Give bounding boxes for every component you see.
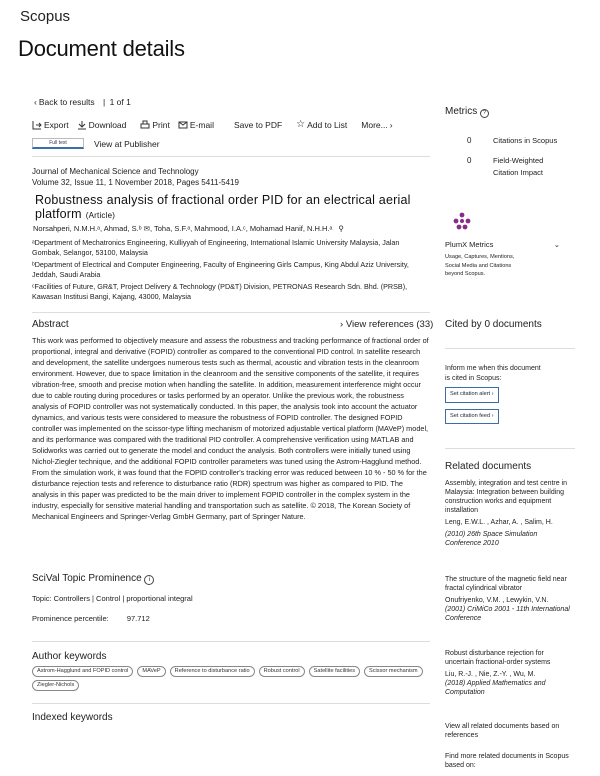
find-more-related[interactable]: Find more related documents in Scopus based on: [445,753,569,769]
print-button[interactable] [140,120,169,130]
journal-issue: Volume 32, Issue 11, 1 November 2018, Pages 5411-5419 [32,177,239,187]
view-at-publisher-link[interactable]: View at Publisher [94,138,160,149]
keyword-chip[interactable]: Scissor mechanism [364,666,423,677]
add-to-list-label: Add to List [307,119,348,130]
help-icon[interactable]: ? [480,109,489,118]
related-source: (2018) Applied Mathematics and Computation [445,680,546,696]
keyword-chip[interactable]: Robust control [259,666,305,677]
related-title-link[interactable]: Assembly, integration and test centre in Malaysia: Integration between building construction works and equipment installation [445,480,568,514]
print-icon [140,120,150,130]
info-icon[interactable]: i [144,575,154,585]
related-documents-heading: Related documents [445,461,532,472]
plumx-description [445,253,565,279]
chevron-down-icon: ⌄ [553,240,560,249]
citation-alert-section [445,364,570,424]
email-button[interactable] [178,120,214,130]
plumx-heading: PlumX Metrics [445,240,494,249]
related-document[interactable] [445,649,570,697]
plumx-desc-line: Social Media and Citations [445,262,512,269]
nav-separator: | [102,97,106,107]
export-icon [32,120,42,130]
more-button[interactable] [361,120,392,130]
plumx-desc-line: Usage, Captures, Mentions, [445,254,515,260]
related-document[interactable] [445,479,570,548]
add-to-list-button[interactable] [296,119,347,130]
metrics-heading-text: Metrics [445,106,478,117]
affiliations [32,238,427,304]
percentile-label: Prominence percentile: [32,614,109,623]
set-citation-alert-button[interactable]: Set citation alert › [445,387,499,403]
back-to-results-link[interactable]: Back to results [38,97,95,107]
download-button[interactable] [77,120,127,130]
page-title: Document details [18,36,185,61]
divider [445,348,575,349]
export-button[interactable] [32,120,69,130]
abstract-text: This work was performed to objectively measure and assess the robustness and tracking performance of fractional order of proportional, integral and derivative (FOPID) controller as compared to the conventional PID control. In satellite research and development, the satellite undergoes numerous tests such as thermal, acoustic and vibration tests in the cleanroom environment. However, due to space limitation in the cleanroom and the sensitive components of the satellite, it requires vibration-free, smooth and precise motion when handling the satellite. In addition, measurement interference might occur due to cable routing during procedures or tasks performed by an operator. Unlike the previous work, the robustness analysis of FOPID controller was not systematically conducted. In this paper, the analysis took into account the actuator dynamics, and various tests were considered to measure the robustness of FOPID controller. The designed FOPID controller was implemented on the scissor-type lifting mechanism of motorized adjustable vertical platform (MAVeP) model, and its performance was compared with the traditional PID controller. A comprehensive verification using MATLAB and Solidworks was carried out to generate the model and conduct the analysis. Both controllers were initially tuned using Nichol-Ziegler technique, and the additional FOPID controller parameters was tuned using the Astrom-Hagglund method. From the simulation work, it was found that the FOPID controller's tracking error was reduced between 10 % - 50 % for the disturbance rejection tests and reference to disturbance ratio (RDR) spectrum was higher as compared to PID. The analysis in this paper was predicted to be the main driver to implement FOPID controller in the complex system in the industry, especially for sensitive material handling and transportation such as satellite. © 2018, The Korean Society of Mechanical Engineers and Springer-Verlag GmbH Germany, part of Springer Nature. [32,336,429,521]
affiliation: ᶜFacilities of Future, GR&T, Project Delivery & Technology (PD&T) Division, PETRONAS Research Sdn. Bhd. (PRSB), Kawasan Institusi Bangi, Kajang, 43000, Malaysia [32,282,408,301]
affiliation: ᵇDepartment of Electrical and Computer Engineering, Faculty of Engineering Girls Campus, King Abdul Aziz University, Jeddah, Saudi Arabia [32,260,409,279]
keyword-chip[interactable]: Reference to disturbance ratio [170,666,255,677]
inform-text: is cited in Scopus: [445,374,502,382]
related-document[interactable] [445,575,570,623]
inform-text: Inform me when this document [445,365,541,372]
result-pager: 1 of 1 [109,97,131,107]
related-authors: Liu, R.-J. , Nie, Z.-Y. , Wu, M. [445,671,536,678]
fwci-label-line1: Field-Weighted [493,156,544,165]
plumx-logo-icon [453,212,477,236]
keyword-chip[interactable]: MAVeP [137,666,165,677]
email-label: E-mail [189,119,214,130]
fwci-label [493,155,543,179]
email-icon [178,120,188,130]
related-authors: Leng, E.W.L. , Azhar, A. , Salim, H. [445,519,553,526]
keyword-chip[interactable]: Ziegler-Nichols [32,680,79,691]
full-text-row [32,138,160,149]
document-toolbar [32,119,393,130]
divider [32,312,430,313]
full-text-button[interactable]: Full text [32,138,84,149]
divider [32,703,430,704]
journal-name-link[interactable]: Journal of Mechanical Science and Technology [32,167,199,176]
fwci-label-line2: Citation Impact [493,168,544,177]
scival-topic[interactable]: Topic: Controllers | Control | proportional integral [32,594,193,603]
result-navigation [34,97,137,107]
star-icon: ☆ [296,119,306,130]
citations-metric[interactable] [445,136,585,145]
divider [445,448,575,449]
more-label: More... [361,119,388,130]
document-title [35,193,415,223]
set-citation-feed-button[interactable]: Set citation feed › [445,409,499,425]
related-title-link[interactable]: Robust disturbance rejection for uncertain fractional-order systems [445,650,551,666]
divider [32,641,430,642]
author-keywords-heading: Author keywords [32,651,107,662]
related-authors: Onufriyenko, V.M. , Lewykin, V.N. [445,597,549,604]
scival-heading [32,573,154,585]
plumx-metrics-toggle[interactable] [445,240,560,249]
fwci-metric[interactable] [445,155,585,179]
authors-text[interactable]: Norsahperi, N.M.H.ᵃ, Ahmad, S.ᵇ ✉, Toha, S.F.ᵃ, Mahmood, I.A.ᶜ, Mohamad Hanif, N.H.H.ᵃ [33,224,333,233]
percentile-value: 97.712 [126,614,150,623]
save-to-pdf-label: Save to PDF [233,119,283,130]
chevron-right-icon: › [389,119,393,130]
chevron-right-icon: › [340,319,344,330]
keyword-chip[interactable]: Astrom-Hagglund and FOPID control [32,666,133,677]
save-to-pdf-button[interactable] [234,120,282,130]
view-references-link[interactable] [340,319,433,330]
indexed-keywords-heading: Indexed keywords [32,712,113,723]
view-all-related-link[interactable]: View all related documents based on references [445,723,560,739]
prominence-percentile [32,614,150,623]
affiliation: ᵃDepartment of Mechatronics Engineering, Kulliyyah of Engineering, International Islamic University Malaysia, Jalan Gombak, Selangor, 53100, Malaysia [32,238,400,257]
citations-count: 0 [467,136,472,145]
abstract-heading: Abstract [32,319,69,330]
download-label: Download [88,119,127,130]
chevron-left-icon: ‹ [34,97,37,107]
view-references-label: View references (33) [345,319,434,330]
download-icon [77,120,87,130]
document-title-text: Robustness analysis of fractional order PID for an electrical aerial platform [35,193,411,221]
journal-info [32,167,239,188]
export-label: Export [44,119,69,130]
document-type: (Article) [85,211,116,220]
keyword-chip[interactable]: Satellite facilities [309,666,360,677]
print-label: Print [152,119,170,130]
cited-by-heading: Cited by 0 documents [445,319,542,330]
related-source: (2001) CriMiCo 2001 - 11th International Conference [445,606,570,622]
metrics-heading [445,106,585,118]
divider [32,156,430,157]
author-list[interactable] [33,224,344,233]
fwci-value: 0 [467,156,472,165]
scopus-logo[interactable]: Scopus [20,8,71,25]
plumx-desc-line: beyond Scopus. [445,271,486,277]
citations-label: Citations in Scopus [493,136,558,145]
related-source: (2010) 26th Space Simulation Conference 2010 [445,531,538,547]
related-title-link[interactable]: The structure of the magnetic field near fractal cylindrical vibrator [445,576,567,592]
author-keywords-list [32,666,432,691]
person-icon: ⚲ [338,224,344,233]
scival-heading-text: SciVal Topic Prominence [32,573,142,584]
